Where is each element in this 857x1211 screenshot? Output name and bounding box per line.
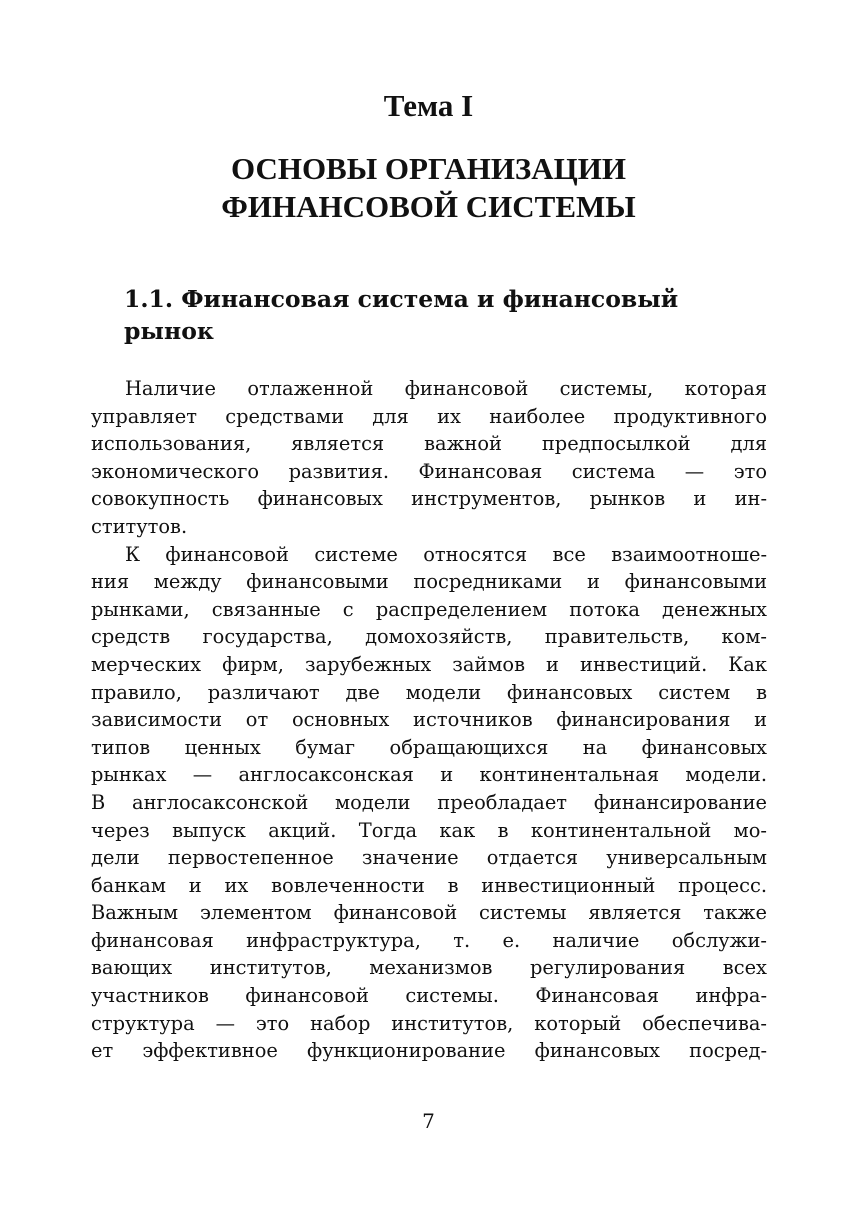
topic-heading: Тема I (383, 88, 474, 123)
text-line: использования, является важной предпосылкой для (91, 432, 767, 456)
chapter-title (0, 150, 857, 226)
text-line: рынках — англосаксонская и континентальная модели. (91, 763, 767, 787)
chapter-title-line-2: ФИНАНСОВОЙ СИСТЕМЫ (221, 189, 636, 224)
text-line: вающих институтов, механизмов регулирования всех (91, 956, 767, 980)
text-line: рынками, связанные с распределением потока денежных (91, 597, 767, 621)
text-line: средств государства, домохозяйств, правительств, ком- (91, 625, 767, 649)
text-line: банкам и их вовлеченности в инвестиционный процесс. (91, 873, 767, 897)
text-line: мерческих фирм, зарубежных займов и инвестиций. Как (91, 652, 767, 676)
text-line: финансовая инфраструктура, т. е. наличие обслужи- (91, 928, 767, 952)
paragraph-2 (91, 541, 767, 1065)
page-number: 7 (422, 1109, 435, 1133)
text-line: зависимости от основных источников финансирования и (91, 708, 767, 732)
text-line: К финансовой системе относятся все взаимоотноше- (125, 542, 767, 566)
text-line: ния между финансовыми посредниками и финансовыми (91, 570, 767, 594)
section-heading-line-2: рынок (124, 317, 214, 345)
text-line: через выпуск акций. Тогда как в континентальной мо- (91, 818, 767, 842)
paragraph-1 (91, 375, 767, 541)
text-line: ститутов. (91, 514, 188, 538)
text-line: экономического развития. Финансовая система — это (91, 459, 767, 483)
section-heading-line-1: 1.1. Финансовая система и финансовый (124, 285, 679, 313)
text-line: Важным элементом финансовой системы является также (91, 901, 767, 925)
text-line: структура — это набор институтов, который обеспечива- (91, 1011, 767, 1035)
body-text (91, 375, 767, 1065)
text-line: дели первостепенное значение отдается универсальным (91, 846, 767, 870)
text-line: совокупность финансовых инструментов, рынков и ин- (91, 487, 767, 511)
text-line: ет эффективное функционирование финансовых посред- (91, 1039, 767, 1063)
chapter-title-line-1: ОСНОВЫ ОРГАНИЗАЦИИ (230, 151, 627, 186)
text-line: управляет средствами для их наиболее продуктивного (91, 404, 767, 428)
section-heading (124, 283, 784, 347)
text-line: правило, различают две модели финансовых систем в (91, 680, 767, 704)
text-line: типов ценных бумаг обращающихся на финансовых (91, 735, 767, 759)
text-line: Наличие отлаженной финансовой системы, которая (125, 377, 767, 400)
text-line: В англосаксонской модели преобладает финансирование (91, 790, 767, 814)
text-line: участников финансовой системы. Финансовая инфра- (91, 984, 767, 1008)
